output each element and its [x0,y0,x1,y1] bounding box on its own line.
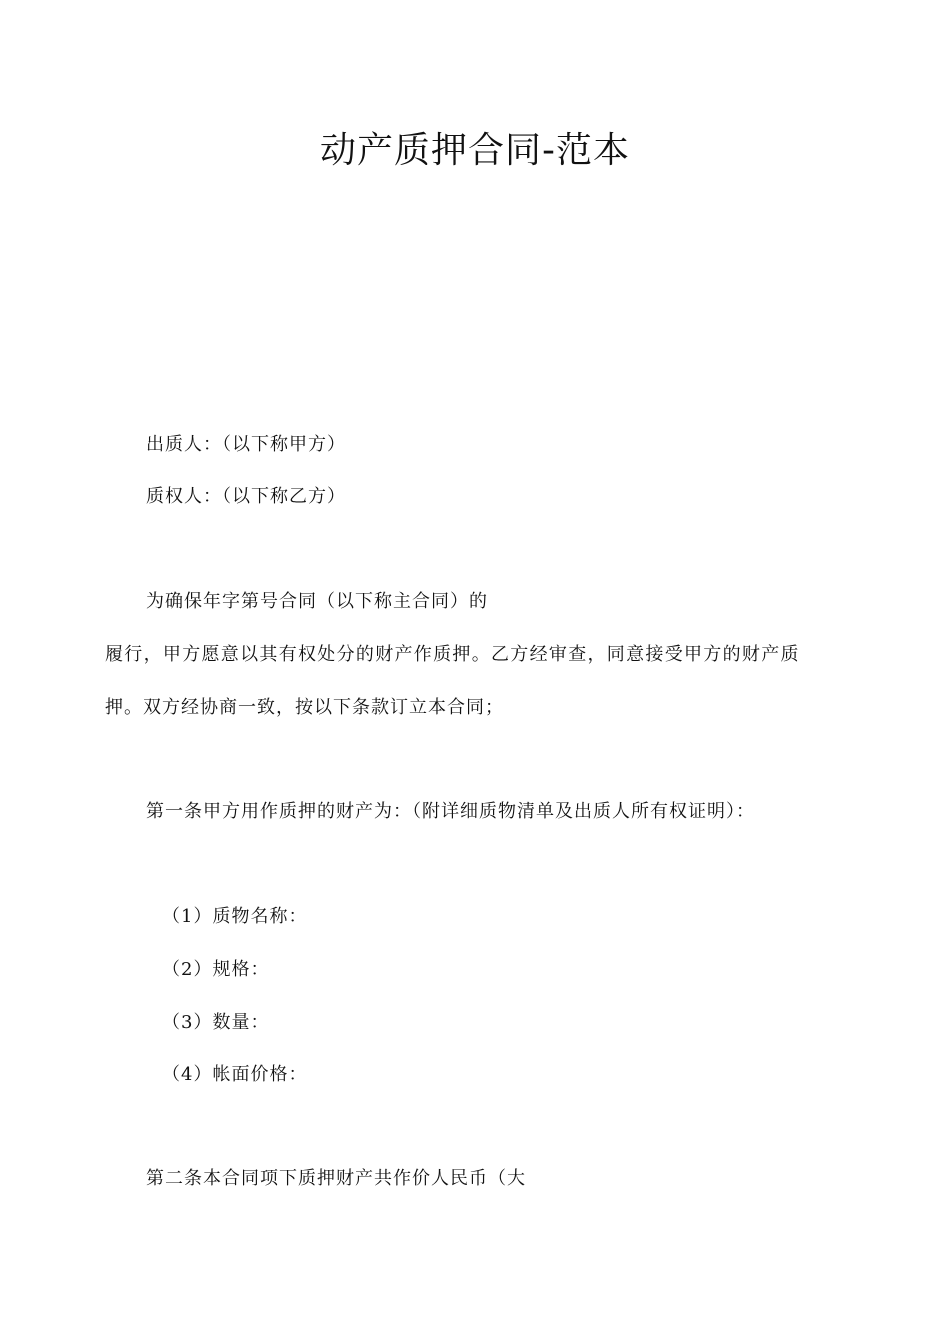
preamble-line-3: 押。双方经协商一致，按以下条款订立本合同； [105,697,504,718]
document-title: 动产质押合同-范本 [320,130,630,171]
pledgor-line: 出质人：（以下称甲方） [146,434,346,455]
article-1-item: （2）规格： [162,959,270,980]
article-1-item: （4）帐面价格： [162,1064,308,1085]
article-1-item: （1）质物名称： [162,906,308,927]
article-1-heading: 第一条甲方用作质押的财产为：（附详细质物清单及出质人所有权证明）： [146,801,755,822]
article-1-item: （3）数量： [162,1012,270,1033]
preamble-line-2: 履行，甲方愿意以其有权处分的财产作质押。乙方经审查，同意接受甲方的财产质 [105,644,800,665]
preamble-line-1: 为确保年字第号合同（以下称主合同）的 [146,591,488,612]
pledgee-line: 质权人：（以下称乙方） [146,486,346,507]
article-2-heading: 第二条本合同项下质押财产共作价人民币（大 [146,1168,526,1189]
